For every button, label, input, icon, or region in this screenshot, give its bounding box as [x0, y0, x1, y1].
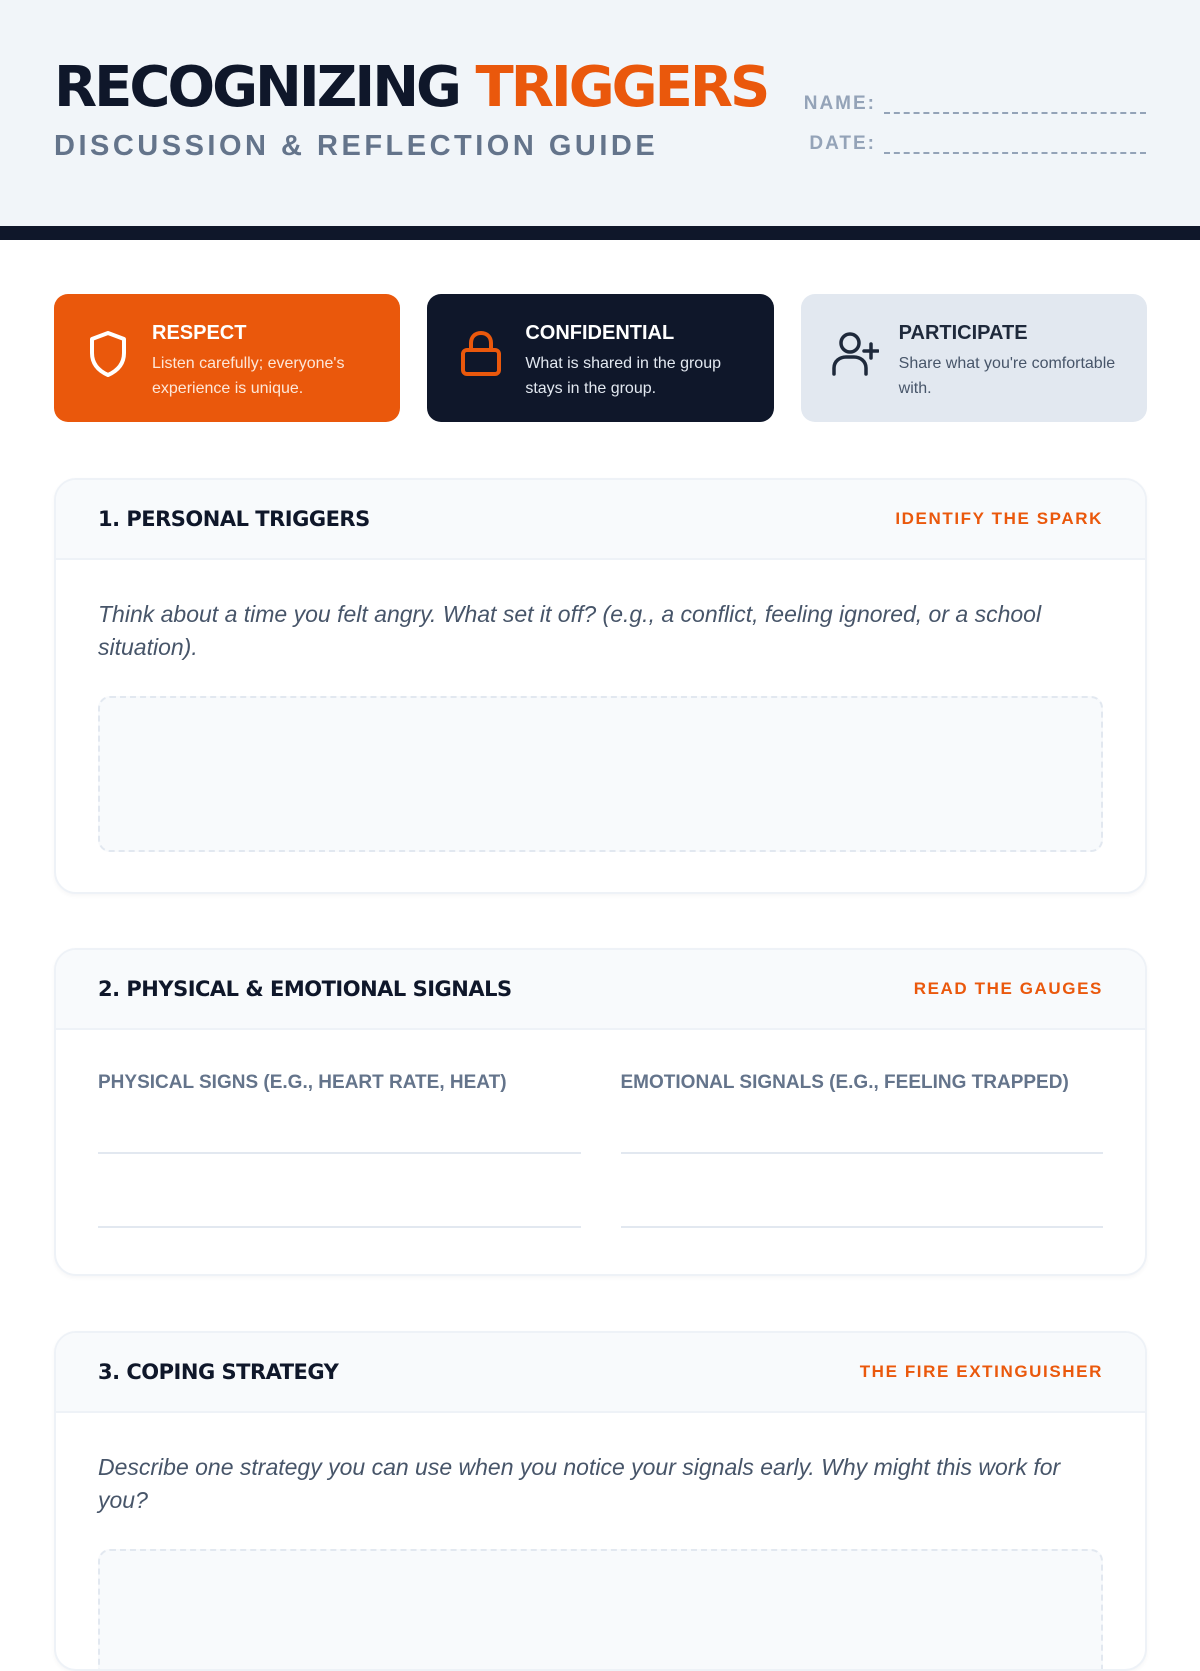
rule-participate: [801, 294, 1147, 422]
section-tag: IDENTIFY THE SPARK: [895, 509, 1103, 528]
title-main: RECOGNIZING: [54, 55, 460, 120]
meta-fields: [786, 78, 1146, 158]
signals-columns: [98, 1068, 1103, 1228]
answer-line[interactable]: [98, 1226, 581, 1228]
rule-title: RESPECT: [152, 322, 247, 344]
shield-icon: [84, 328, 132, 380]
section-tag: THE FIRE EXTINGUISHER: [859, 1362, 1103, 1381]
section-title: 1. PERSONAL TRIGGERS: [98, 507, 370, 531]
section-body: [56, 1030, 1145, 1268]
column-label: PHYSICAL SIGNS (E.G., HEART RATE, HEAT): [98, 1072, 507, 1093]
physical-signs-column: [98, 1068, 581, 1228]
rule-title: PARTICIPATE: [898, 322, 1028, 344]
rule-desc: What is shared in the group stays in the group.: [525, 355, 721, 397]
answer-box[interactable]: [98, 1549, 1103, 1671]
rule-desc: Listen carefully; everyone's experience is unique.: [152, 355, 345, 397]
section-body: [56, 560, 1145, 892]
user-plus-icon: [831, 328, 879, 380]
page-title: [54, 50, 767, 126]
rule-title: CONFIDENTIAL: [525, 322, 675, 344]
section-title: 2. PHYSICAL & EMOTIONAL SIGNALS: [98, 977, 512, 1001]
rule-desc: Share what you're comfortable with.: [898, 355, 1116, 397]
section-title: 3. COPING STRATEGY: [98, 1360, 339, 1384]
section-tag: READ THE GAUGES: [913, 979, 1103, 998]
answer-box[interactable]: [98, 696, 1103, 852]
rule-respect: [54, 294, 400, 422]
ground-rules: [54, 294, 1147, 422]
emotional-signals-column: [621, 1068, 1104, 1228]
date-label: DATE:: [809, 133, 876, 154]
section-body: [56, 1413, 1145, 1671]
worksheet-header: [0, 0, 1200, 240]
name-row: [786, 78, 1146, 118]
section-header: [56, 480, 1145, 560]
section-prompt: Describe one strategy you can use when you notice your signals early. Why might this work for you?: [98, 1454, 1061, 1513]
section-coping-strategy: [54, 1331, 1147, 1671]
date-field[interactable]: [884, 130, 1146, 154]
section-personal-triggers: [54, 478, 1147, 894]
name-label: NAME:: [803, 93, 876, 114]
title-accent: TRIGGERS: [475, 55, 768, 120]
section-prompt: Think about a time you felt angry. What set it off? (e.g., a conflict, feeling ignored, or a school situation).: [98, 601, 1042, 660]
page-subtitle: DISCUSSION & REFLECTION GUIDE: [54, 130, 659, 162]
section-header: [56, 950, 1145, 1030]
rule-confidential: [427, 294, 773, 422]
column-label: EMOTIONAL SIGNALS (E.G., FEELING TRAPPED): [620, 1072, 1069, 1093]
section-signals: [54, 948, 1147, 1276]
answer-line[interactable]: [621, 1152, 1104, 1154]
name-field[interactable]: [884, 90, 1146, 114]
answer-line[interactable]: [621, 1226, 1104, 1228]
section-header: [56, 1333, 1145, 1413]
date-row: [786, 118, 1146, 158]
answer-line[interactable]: [98, 1152, 581, 1154]
lock-icon: [457, 328, 505, 380]
